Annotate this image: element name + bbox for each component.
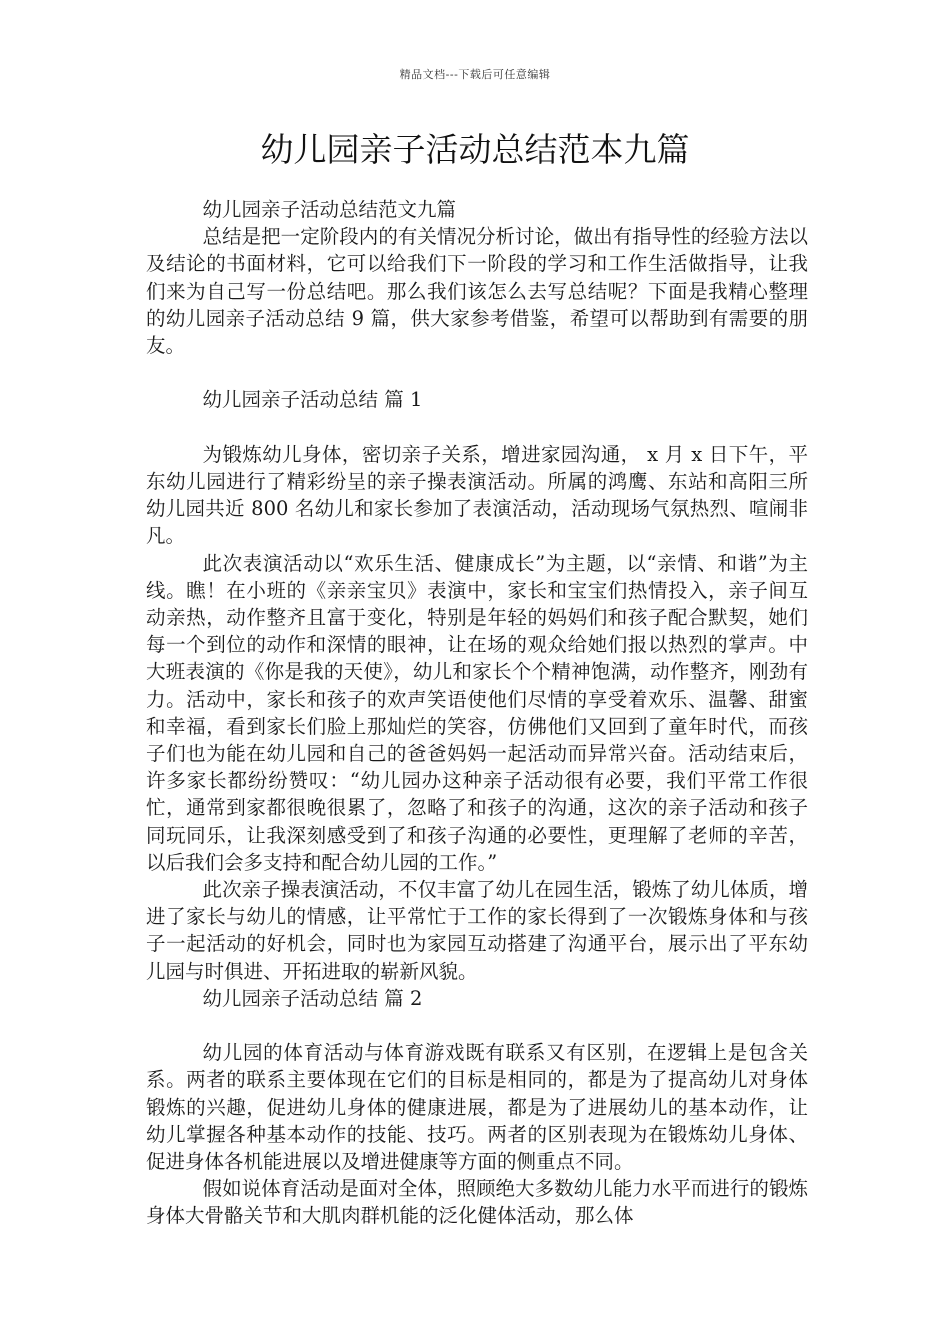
section-heading-2: 幼儿园亲子活动总结 篇 2 <box>202 986 423 1010</box>
subtitle-paragraph: 幼儿园亲子活动总结范文九篇 <box>202 198 457 221</box>
document-title: 幼儿园亲子活动总结范本九篇 <box>260 130 690 169</box>
section-heading-1: 幼儿园亲子活动总结 篇 1 <box>202 388 423 412</box>
body-paragraph: 幼儿园的体育活动与体育游戏既有联系又有区别，在逻辑上是包含关系。两者的联系主要体现在它们的目标是相同的，都是为了提高幼儿对身体锻炼的兴趣，促进幼儿身体的健康进展，都是为了进展幼儿的基本动作，让幼儿掌握各种基本动作的技能、技巧。两者的区别表现为在锻炼幼儿身体、促进身体各机能进展以及增进健康等方面的侧重点不同。 <box>146 1041 808 1174</box>
body-paragraph: 假如说体育活动是面对全体，照顾绝大多数幼儿能力水平而进行的锻炼身体大骨骼关节和大肌肉群机能的泛化健体活动，那么体 <box>146 1177 808 1228</box>
intro-paragraph: 总结是把一定阶段内的有关情况分析讨论，做出有指导性的经验方法以及结论的书面材料，它可以给我们下一阶段的学习和工作生活做指导，让我们来为自己写一份总结吧。那么我们该怎么去写总结呢？下面是我精心整理的幼儿园亲子活动总结 9 篇，供大家参考借鉴，希望可以帮助到有需要的朋友。 <box>146 225 808 358</box>
body-paragraph: 为锻炼幼儿身体，密切亲子关系，增进家园沟通， x 月 x 日下午，平东幼儿园进行了精彩纷呈的亲子操表演活动。所属的鸿鹰、东站和高阳三所幼儿园共近 800 名幼儿和家长参加了表演活动，活动现场气氛热烈、喧闹非凡。 <box>146 442 808 548</box>
body-paragraph: 此次亲子操表演活动，不仅丰富了幼儿在园生活，锻炼了幼儿体质，增进了家长与幼儿的情感，让平常忙于工作的家长得到了一次锻炼身体和与孩子一起活动的好机会，同时也为家园互动搭建了沟通平台，展示出了平东幼儿园与时俱进、开拓进取的崭新风貌。 <box>146 878 808 983</box>
header-note: 精品文档---下载后可任意编辑 <box>399 68 551 81</box>
body-paragraph: 此次表演活动以“欢乐生活、健康成长”为主题，以“亲情、和谐”为主线。瞧！在小班的《亲亲宝贝》表演中，家长和宝宝们热情投入，亲子间互动亲热，动作整齐且富于变化，特别是年轻的妈妈们和孩子配合默契，她们每一个到位的动作和深情的眼神，让在场的观众给她们报以热烈的掌声。中大班表演的《你是我的天使》，幼儿和家长个个精神饱满，动作整齐，刚劲有力。活动中，家长和孩子的欢声笑语使他们尽情的享受着欢乐、温馨、甜蜜和幸福，看到家长们脸上那灿烂的笑容，仿佛他们又回到了童年时代，而孩子们也为能在幼儿园和自己的爸爸妈妈一起活动而异常兴奋。活动结束后，许多家长都纷纷赞叹：“幼儿园办这种亲子活动很有必要，我们平常工作很忙，通常到家都很晚很累了，忽略了和孩子的沟通，这次的亲子活动和孩子同玩同乐，让我深刻感受到了和孩子沟通的必要性，更理解了老师的辛苦，以后我们会多支持和配合幼儿园的工作。” <box>146 551 808 874</box>
document-body <box>146 196 808 1230</box>
